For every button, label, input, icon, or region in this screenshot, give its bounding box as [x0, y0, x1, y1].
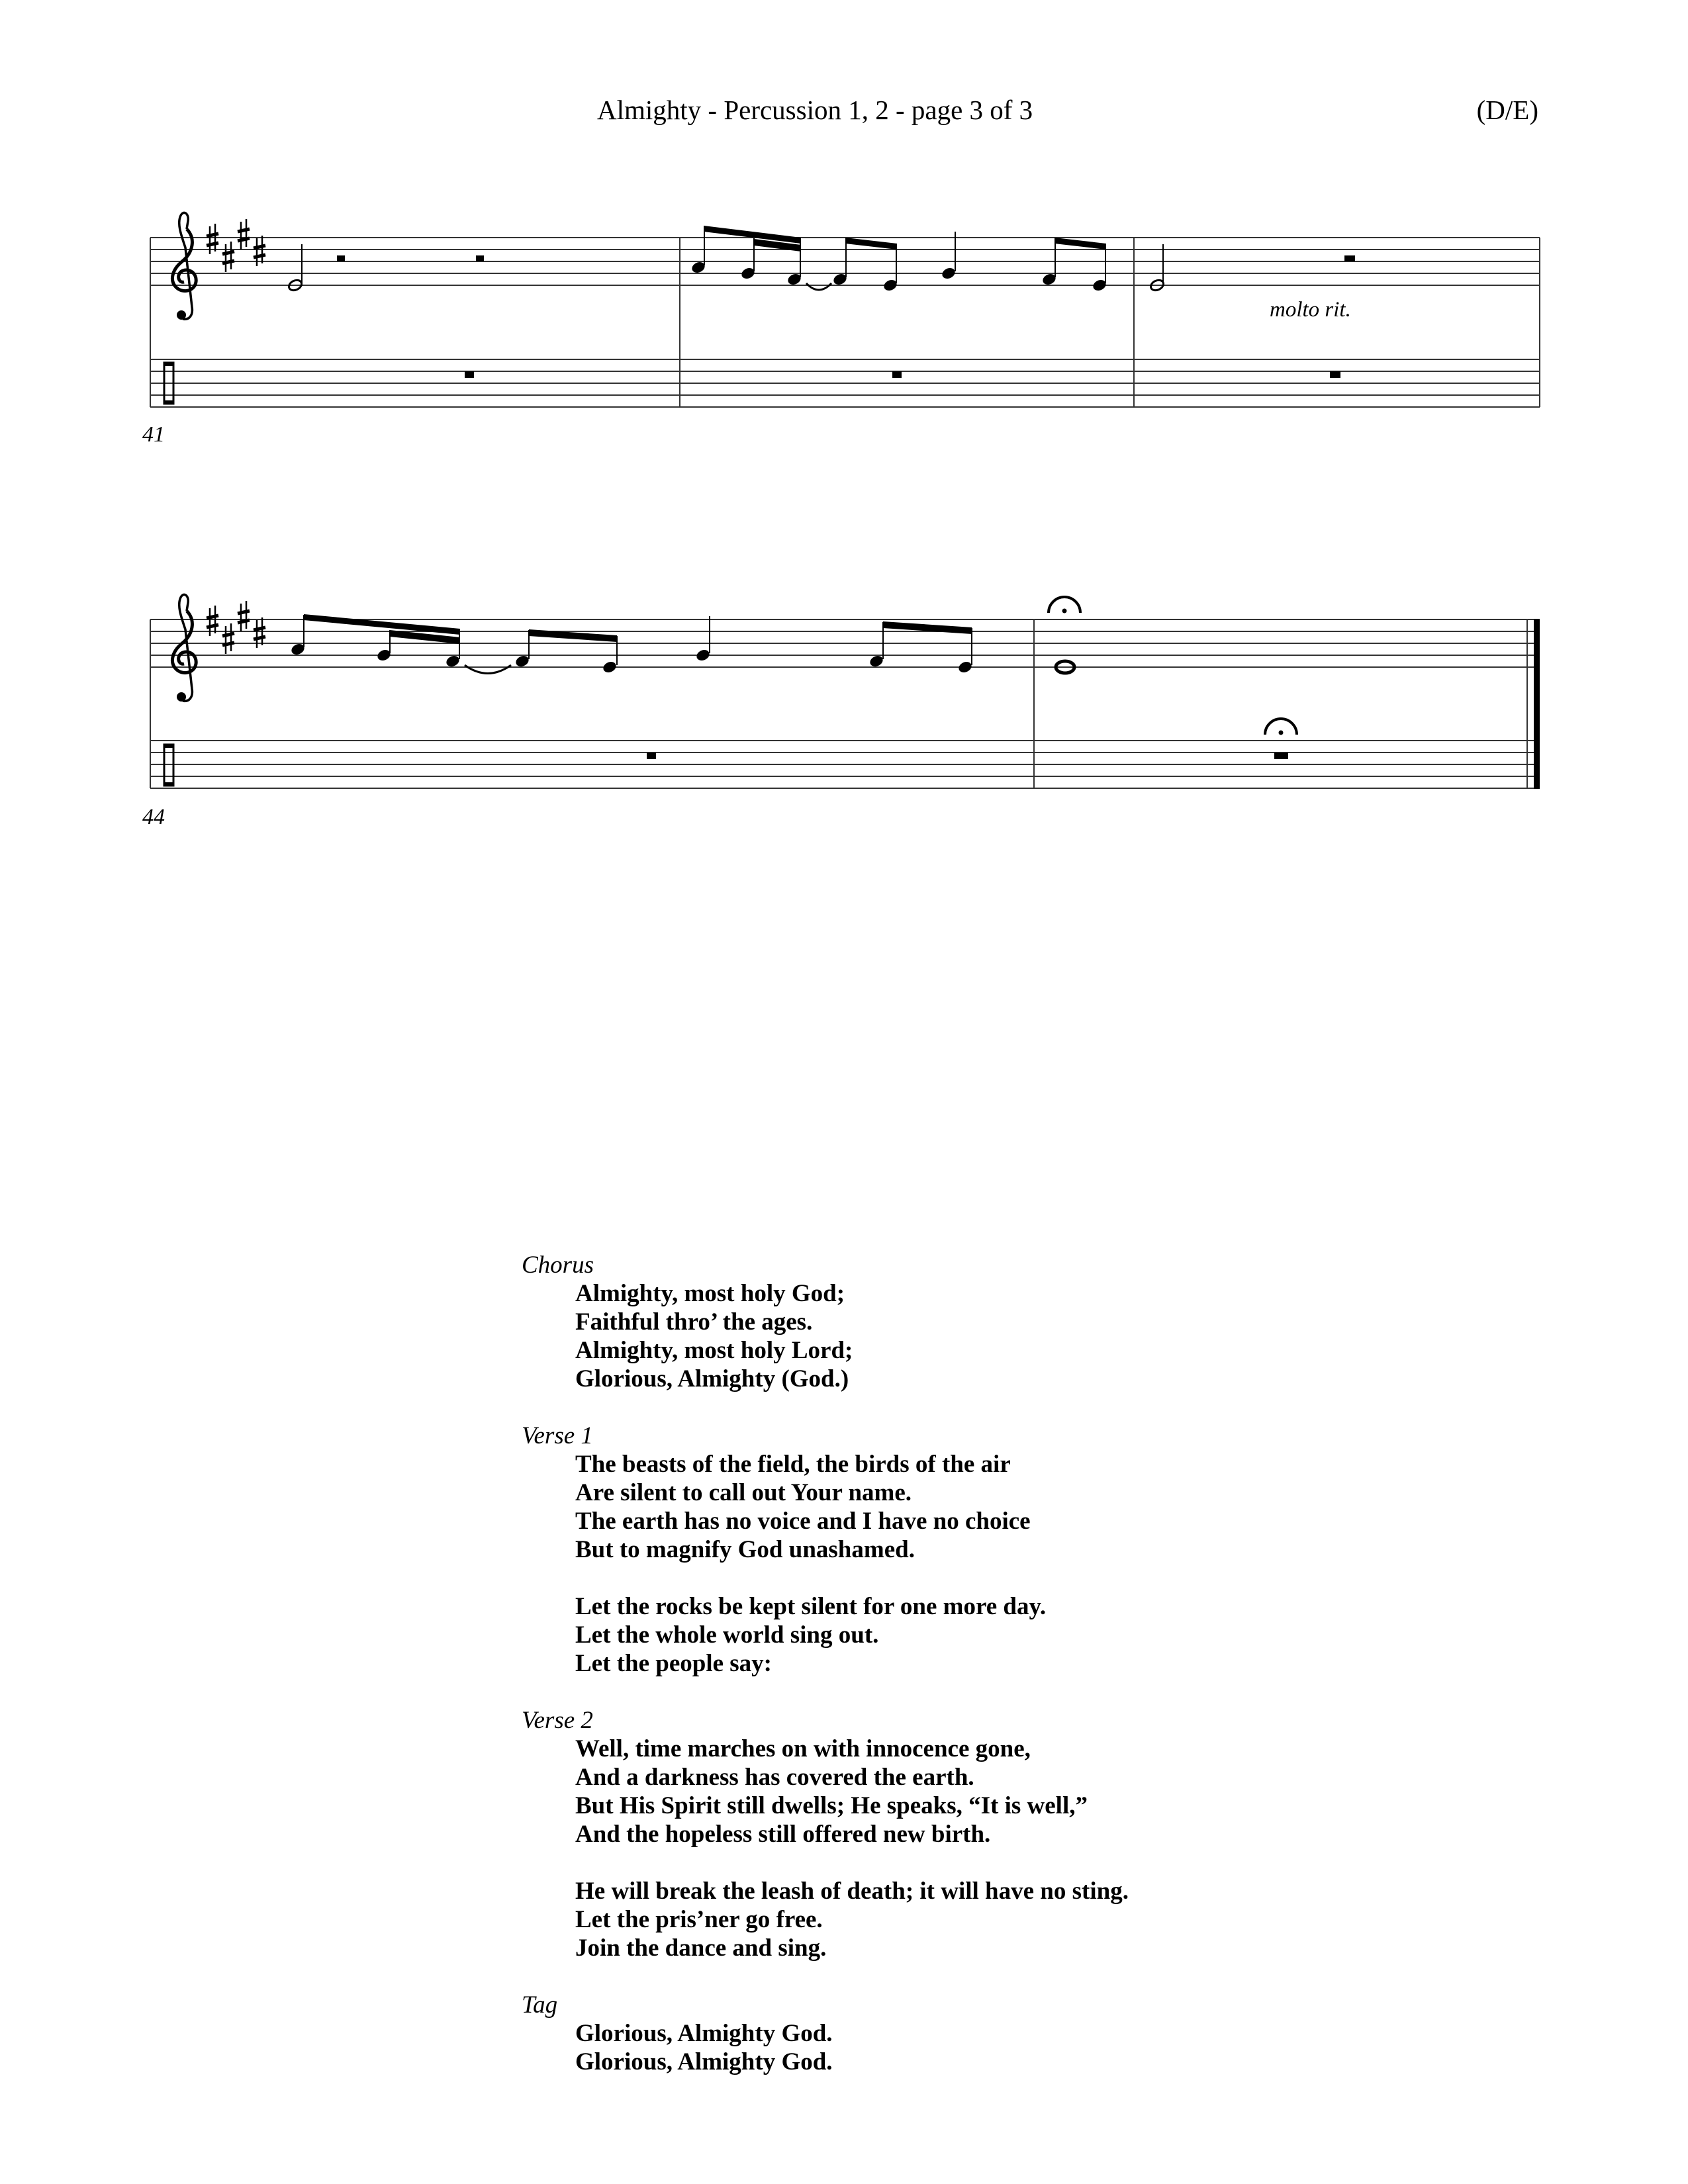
lyric-line: Let the pris’ner go free.: [575, 1906, 823, 1933]
verse-1-section: [522, 1422, 1316, 1678]
lyric-line: And a darkness has covered the earth.: [575, 1764, 974, 1791]
lyric-line: The beasts of the field, the birds of the air: [575, 1451, 1011, 1478]
measure-number: 44: [142, 805, 165, 829]
fermata-icon: [1049, 597, 1080, 614]
lyric-line: Well, time marches on with innocence gone,: [575, 1735, 1031, 1762]
lyric-line: Almighty, most holy Lord;: [575, 1337, 853, 1364]
key-label: (D/E): [1476, 95, 1538, 125]
treble-clef-icon: [172, 594, 196, 702]
measure-45-notes: [1049, 597, 1297, 759]
fermata-icon: [1265, 719, 1297, 735]
expression-molto-rit: molto rit.: [1270, 298, 1351, 322]
score: [0, 0, 1688, 860]
tag-section: [522, 1991, 1316, 2076]
section-label: Verse 2: [522, 1707, 593, 1734]
lyric-line: Let the rocks be kept silent for one more day.: [575, 1593, 1047, 1620]
verse-2-section: [522, 1706, 1316, 1962]
section-label: Chorus: [522, 1251, 594, 1279]
lyric-line: Let the people say:: [575, 1650, 772, 1677]
lyrics-block: [522, 1251, 1316, 2076]
treble-clef-icon: [172, 212, 196, 320]
measure-number: 41: [142, 422, 165, 447]
section-label: Tag: [522, 1991, 558, 2019]
measure-44-notes: [290, 614, 973, 674]
lyric-line: Glorious, Almighty God.: [575, 2048, 833, 2075]
lyric-line: Join the dance and sing.: [575, 1934, 827, 1962]
key-signature-sharps: [207, 219, 265, 272]
lyric-line: Almighty, most holy God;: [575, 1280, 845, 1307]
lyric-line: Are silent to call out Your name.: [575, 1479, 912, 1506]
measure-42-notes: [690, 226, 1107, 293]
lyric-line: Let the whole world sing out.: [575, 1621, 879, 1649]
lyric-line: And the hopeless still offered new birth.: [575, 1821, 991, 1848]
section-label: Verse 1: [522, 1422, 593, 1449]
lyric-line: Glorious, Almighty God.: [575, 2020, 833, 2047]
chorus-section: [522, 1251, 1316, 1393]
page-title: Almighty - Percussion 1, 2 - page 3 of 3: [597, 95, 1033, 125]
key-signature-sharps: [207, 601, 265, 654]
lyric-line: Faithful thro’ the ages.: [575, 1308, 813, 1336]
lyric-line: The earth has no voice and I have no choice: [575, 1508, 1031, 1535]
system-2: [150, 594, 1540, 789]
final-barline: [1534, 619, 1540, 789]
lyric-line: But His Spirit still dwells; He speaks, “It is well,”: [575, 1792, 1088, 1819]
lyric-line: He will break the leash of death; it will have no sting.: [575, 1878, 1129, 1905]
lyric-line: But to magnify God unashamed.: [575, 1536, 915, 1563]
lyric-line: Glorious, Almighty (God.): [575, 1365, 849, 1392]
